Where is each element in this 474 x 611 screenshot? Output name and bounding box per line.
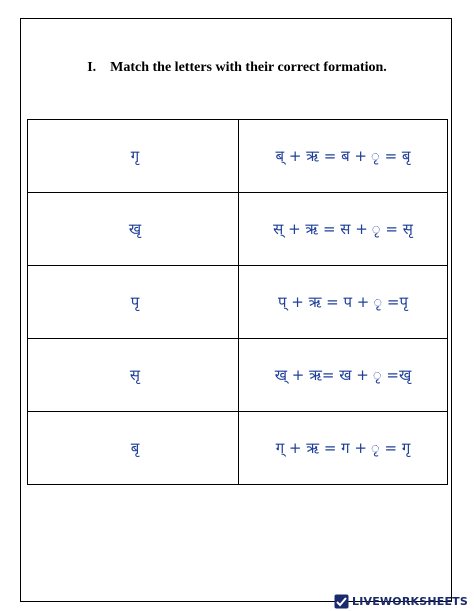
- formation-cell[interactable]: स् + ऋ = स + ृ = सृ: [239, 193, 448, 266]
- letter-cell[interactable]: गृ: [28, 120, 239, 193]
- question-heading: [0, 60, 474, 76]
- question-number: I.: [87, 60, 97, 75]
- formation-cell[interactable]: ख् + ऋ= ख + ृ =खृ: [239, 339, 448, 412]
- letter-cell[interactable]: खृ: [28, 193, 239, 266]
- formation-cell[interactable]: ग् + ऋ = ग + ृ = गृ: [239, 412, 448, 485]
- liveworksheets-logo-icon: [334, 594, 349, 609]
- formation-cell[interactable]: ब् + ऋ = ब + ृ = बृ: [239, 120, 448, 193]
- table-row: [28, 339, 448, 412]
- question-text: Match the letters with their correct formation.: [110, 60, 387, 75]
- letter-cell[interactable]: पृ: [28, 266, 239, 339]
- table-row: [28, 193, 448, 266]
- table-row: [28, 412, 448, 485]
- liveworksheets-watermark[interactable]: [334, 594, 468, 609]
- match-table: [27, 119, 448, 485]
- table-row: [28, 120, 448, 193]
- table-row: [28, 266, 448, 339]
- letter-cell[interactable]: सृ: [28, 339, 239, 412]
- formation-cell[interactable]: प् + ऋ = प + ृ =पृ: [239, 266, 448, 339]
- watermark-text: LIVEWORKSHEETS: [352, 595, 468, 608]
- letter-cell[interactable]: बृ: [28, 412, 239, 485]
